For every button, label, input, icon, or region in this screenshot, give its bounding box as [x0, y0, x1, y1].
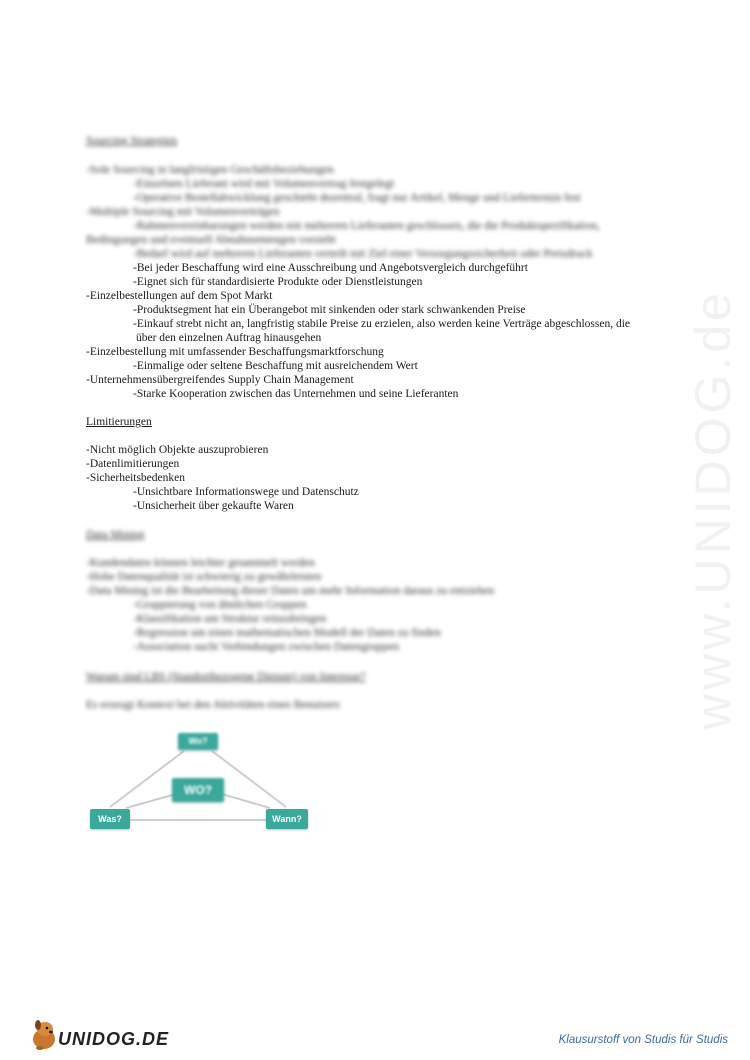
text-line: -Data Mining ist die Bearbeitung dieser Daten um mehr Information daraus zu entziehen	[86, 585, 495, 597]
section-heading-lbs: Warum sind LBS (Standortbezogene Dienste) von Interesse?	[86, 671, 366, 683]
text-line: über den einzelnen Auftrag hinausgehen	[136, 332, 322, 344]
text-line: -Produktsegment hat ein Überangebot mit sinkenden oder stark schwankenden Preise	[133, 304, 526, 316]
diagram-node-top: Wo?	[178, 733, 218, 750]
text-line: -Einkauf strebt nicht an, langfristig stabile Preise zu erzielen, also werden keine Verträge abgeschlossen, die	[133, 318, 630, 330]
text-line: -Datenlimitierungen	[86, 458, 180, 470]
text-line: -Eignet sich für standardisierte Produkte oder Dienstleistungen	[133, 276, 423, 288]
logo-text: UNIDOG.DE	[58, 1029, 170, 1049]
text-line: -Einzelnen Lieferant wird mit Volumenvertrag festgelegt	[133, 178, 395, 190]
diagram-node-center: WO?	[172, 778, 224, 802]
text-line: -Einzelbestellungen auf dem Spot Markt	[86, 290, 273, 302]
text-line: -Starke Kooperation zwischen das Unternehmen und seine Lieferanten	[133, 388, 459, 400]
text-line: -Multiple Sourcing mit Volumenverträgen	[86, 206, 280, 218]
text-line: -Gruppierung von ähnlichen Gruppen	[133, 599, 307, 611]
diagram-connector	[222, 794, 270, 808]
dog-icon	[30, 1015, 60, 1053]
text-line: -Unsicherheit über gekaufte Waren	[133, 500, 294, 512]
diagram-node-left: Was?	[90, 809, 130, 829]
text-line: -Bedarf wird auf mehreren Lieferanten verteilt mit Ziel einer Versorgungssicherheit oder Preisdruck	[133, 248, 593, 260]
text-line: -Regression um einen mathematischen Modell der Daten zu finden	[133, 627, 441, 639]
diagram-node-right: Wann?	[266, 809, 308, 829]
text-line: -Operative Bestellabwicklung geschieht dezentral, fragt nur Artikel, Menge und Liefertermin fest	[133, 192, 581, 204]
text-line: -Sole Sourcing in langfristigen Geschäftsbeziehungen	[86, 164, 334, 176]
footer-tagline: Klausurstoff von Studis für Studis	[558, 1034, 728, 1046]
unidog-logo	[30, 1015, 170, 1053]
text-line: -Unternehmensübergreifendes Supply Chain Management	[86, 374, 354, 386]
section-heading-data-mining: Data Mining	[86, 529, 145, 541]
text-line: -Klassifikation um Struktur reinzubringen	[133, 613, 327, 625]
text-line: -Hohe Datenqualität ist schwierig zu gewährleisten	[86, 571, 322, 583]
text-line: -Nicht möglich Objekte auszuprobieren	[86, 444, 269, 456]
text-line: -Association sucht Verbindungen zwischen Datengruppen	[133, 641, 400, 653]
text-line: -Rahmenvereinbarungen werden mit mehreren Lieferanten geschlossen, die die Produktspezifikation,	[133, 220, 600, 232]
text-line: -Sicherheitsbedenken	[86, 472, 185, 484]
text-line: -Unsichtbare Informationswege und Datenschutz	[133, 486, 359, 498]
text-line: -Einzelbestellung mit umfassender Beschaffungsmarktforschung	[86, 346, 384, 358]
text-line: -Kundendaten können leichter gesammelt werden	[86, 557, 315, 569]
watermark: www.UNIDOG.de	[685, 289, 741, 730]
text-line: -Einmalige oder seltene Beschaffung mit ausreichendem Wert	[133, 360, 418, 372]
text-line: -Bei jeder Beschaffung wird eine Ausschreibung und Angebotsvergleich durchgeführt	[133, 262, 528, 274]
diagram-connector	[126, 794, 176, 808]
section-heading-sourcing: Sourcing Strategien	[86, 135, 178, 147]
text-line: Es erzeugt Kontext bei den Aktivitäten eines Benutzers	[86, 699, 340, 711]
text-line: Bedingungen und eventuell Abnahmemengen vorsieht	[86, 234, 336, 246]
section-heading-limitierungen: Limitierungen	[86, 416, 152, 428]
